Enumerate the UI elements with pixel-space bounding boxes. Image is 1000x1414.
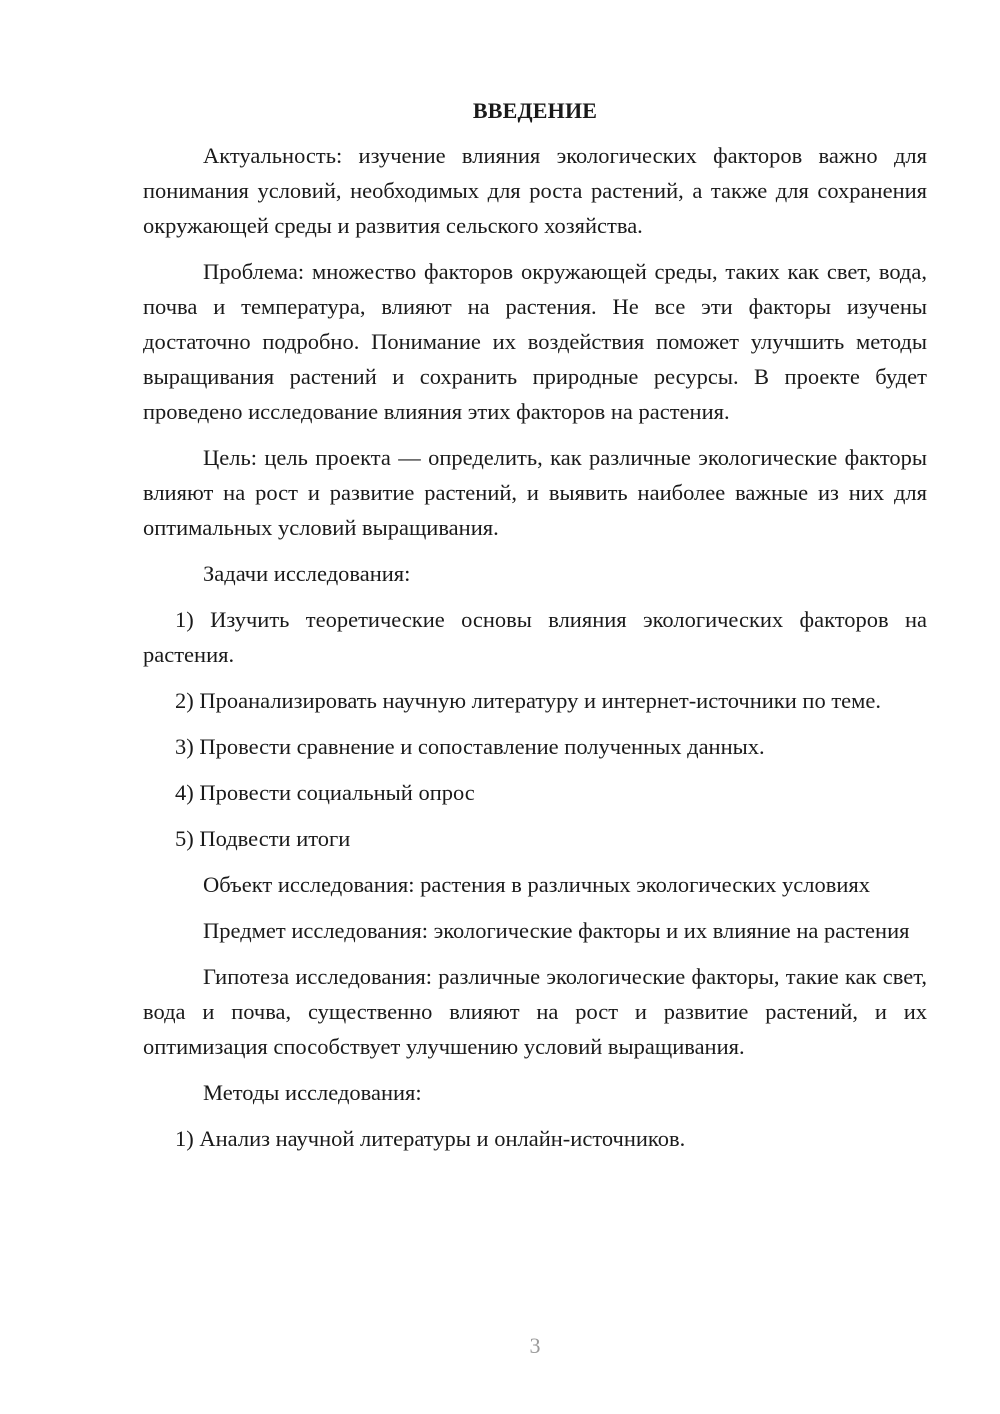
section-title: ВВЕДЕНИЕ [472,98,598,123]
task-item: 4) Провести социальный опрос [175,780,475,805]
task-item: 1) Изучить теоретические основы влияния экологических факторов на растения. [143,607,927,667]
task-item: 5) Подвести итоги [175,826,351,851]
method-item: 1) Анализ научной литературы и онлайн-источников. [175,1126,686,1151]
object-paragraph: Объект исследования: растения в различных экологических условиях [203,872,871,897]
page-number: 3 [529,1333,541,1358]
hypothesis-paragraph: Гипотеза исследования: различные экологические факторы, такие как свет, вода и почва, существенно влияют на рост и развитие растений, и их оптимизация способствует улучшению условий выращивания. [143,964,927,1059]
relevance-paragraph: Актуальность: изучение влияния экологических факторов важно для понимания условий, необходимых для роста растений, а также для сохранения окружающей среды и развития сельского хозяйства. [143,143,927,238]
tasks-heading: Задачи исследования: [203,561,411,586]
page-content [143,96,927,1167]
methods-heading: Методы исследования: [203,1080,422,1105]
task-item: 2) Проанализировать научную литературу и интернет-источники по теме. [175,688,881,713]
goal-paragraph: Цель: цель проекта — определить, как различные экологические факторы влияют на рост и развитие растений, и выявить наиболее важные из них для оптимальных условий выращивания. [143,445,927,540]
task-item: 3) Провести сравнение и сопоставление полученных данных. [175,734,765,759]
subject-paragraph: Предмет исследования: экологические факторы и их влияние на растения [203,918,910,943]
problem-paragraph: Проблема: множество факторов окружающей среды, таких как свет, вода, почва и температура, влияют на растения. Не все эти факторы изучены достаточно подробно. Понимание их воздействия поможет улучшить методы выращивания растений и сохранить природные ресурсы. В проекте будет проведено исследование влияния этих факторов на растения. [143,259,927,424]
